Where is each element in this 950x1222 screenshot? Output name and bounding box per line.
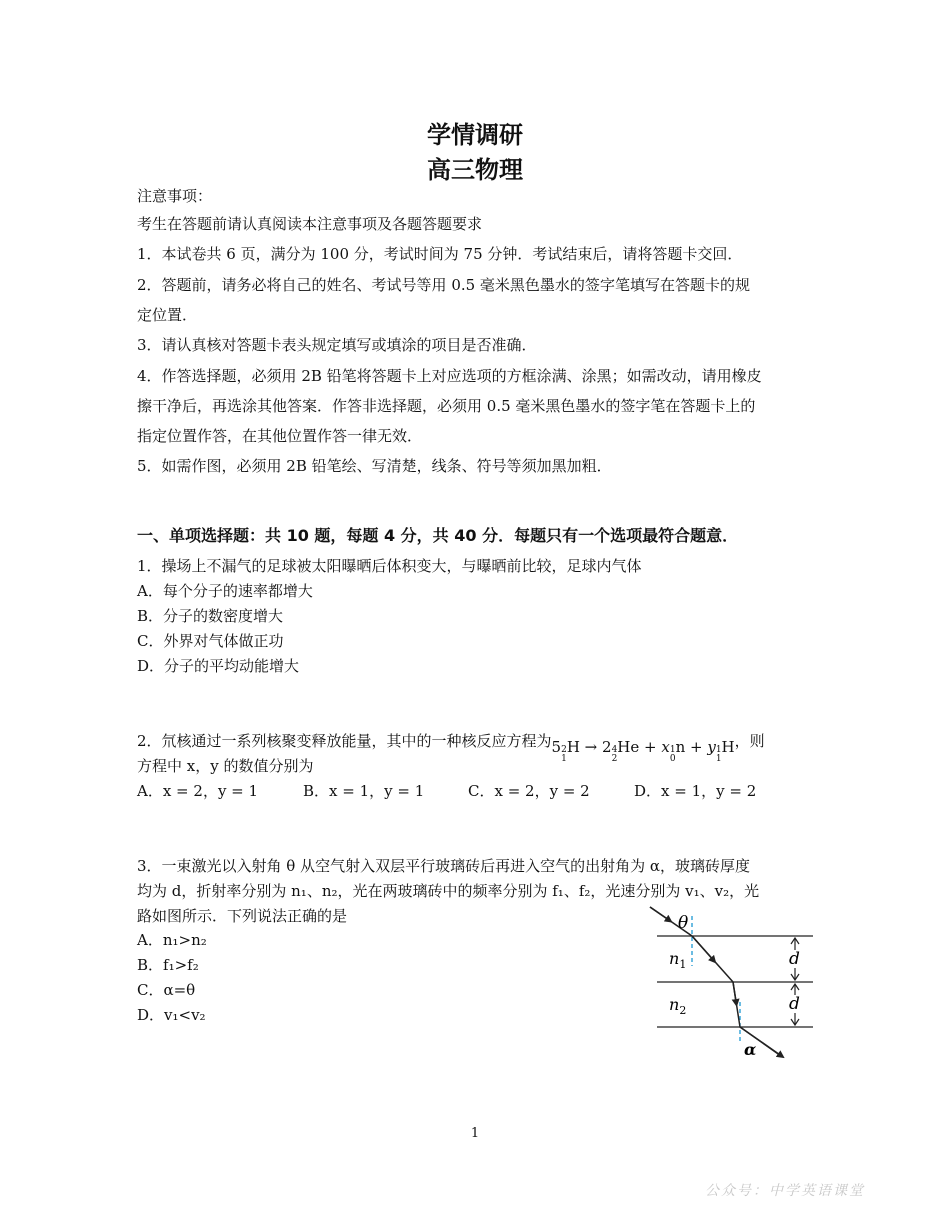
label-alpha: α — [744, 1040, 757, 1059]
label-theta: θ — [678, 913, 689, 933]
q3-option-b: B．f₁>f₂ — [137, 956, 199, 974]
notice-item: 定位置． — [137, 306, 198, 324]
notice-item: 指定位置作答，在其他位置作答一律无效． — [137, 427, 423, 445]
q2-stem-line2: 方程中 x，y 的数值分别为 — [137, 757, 314, 775]
q1-option-d: D．分子的平均动能增大 — [137, 657, 300, 675]
section-heading: 一、单项选择题：共 10 题，每题 4 分，共 40 分．每题只有一个选项最符合题意． — [137, 526, 739, 545]
label-n1: $n_1$ — [669, 949, 687, 971]
label-d2: d — [789, 994, 800, 1014]
q2-option-c: C．x = 2，y = 2 — [468, 782, 590, 800]
q2-stem-post: ，则 — [734, 732, 765, 750]
q2-option-d: D．x = 1，y = 2 — [634, 782, 757, 800]
label-d1: d — [789, 949, 800, 969]
q2-stem-pre: 2．氘核通过一系列核聚变释放能量，其中的一种核反应方程为 — [137, 732, 552, 750]
q1-option-b: B．分子的数密度增大 — [137, 607, 284, 625]
q3-stem-line3: 路如图所示．下列说法正确的是 — [137, 907, 348, 925]
notice-item: 5．如需作图，必须用 2B 铅笔绘、写清楚，线条、符号等须加黑加粗． — [137, 457, 612, 475]
ray-arrow-3 — [733, 982, 737, 1005]
light-path-figure — [645, 902, 815, 1062]
title-line-1: 学情调研 — [427, 121, 523, 149]
notice-item: 4．作答选择题，必须用 2B 铅笔将答题卡上对应选项的方框涂满、涂黑；如需改动，请用橡皮 — [137, 367, 762, 385]
q3-option-d: D．v₁<v₂ — [137, 1006, 206, 1024]
q2-option-a: A．x = 2，y = 1 — [137, 782, 259, 800]
q3-stem-line2: 均为 d，折射率分别为 n₁、n₂，光在两玻璃砖中的频率分别为 f₁、f₂，光速分别为 v₁、v₂，光 — [137, 882, 760, 900]
notice-item: 擦干净后，再选涂其他答案．作答非选择题，必须用 0.5 毫米黑色墨水的签字笔在答题卡上的 — [137, 397, 756, 415]
notice-heading: 注意事项： — [137, 187, 213, 205]
q1-option-c: C．外界对气体做正功 — [137, 632, 284, 650]
notice-item: 1．本试卷共 6 页，满分为 100 分，考试时间为 75 分钟．考试结束后，请将答题卡交回． — [137, 245, 743, 263]
q3-option-a: A．n₁>n₂ — [137, 931, 207, 949]
q1-stem: 1．操场上不漏气的足球被太阳曝晒后体积变大，与曝晒前比较，足球内气体 — [137, 557, 642, 575]
ray-arrow-2 — [692, 936, 715, 962]
page-number: 1 — [470, 1126, 480, 1141]
notice-intro: 考生在答题前请认真阅读本注意事项及各题答题要求 — [137, 215, 483, 233]
notice-item: 2．答题前，请务必将自己的姓名、考试号等用 0.5 毫米黑色墨水的签字笔填写在答题卡的规 — [137, 276, 750, 294]
ray-arrow-1 — [650, 907, 671, 922]
q3-stem-line1: 3．一束激光以入射角 θ 从空气射入双层平行玻璃砖后再进入空气的出射角为 α，玻璃砖厚度 — [137, 857, 751, 875]
nuclear-equation: 5 2 1 H → 2 4 2 He + x 1 0 n + y 1 1 H — [551, 738, 735, 764]
q1-option-a: A．每个分子的速率都增大 — [137, 582, 313, 600]
title-line-2: 高三物理 — [427, 156, 523, 184]
label-n2: $n_2$ — [669, 995, 687, 1017]
q3-option-c: C．α=θ — [137, 981, 196, 999]
q2-option-b: B．x = 1，y = 1 — [303, 782, 425, 800]
notice-item: 3．请认真核对答题卡表头规定填写或填涂的项目是否准确． — [137, 336, 537, 354]
watermark: 公众号：中学英语课堂 — [705, 1183, 865, 1199]
